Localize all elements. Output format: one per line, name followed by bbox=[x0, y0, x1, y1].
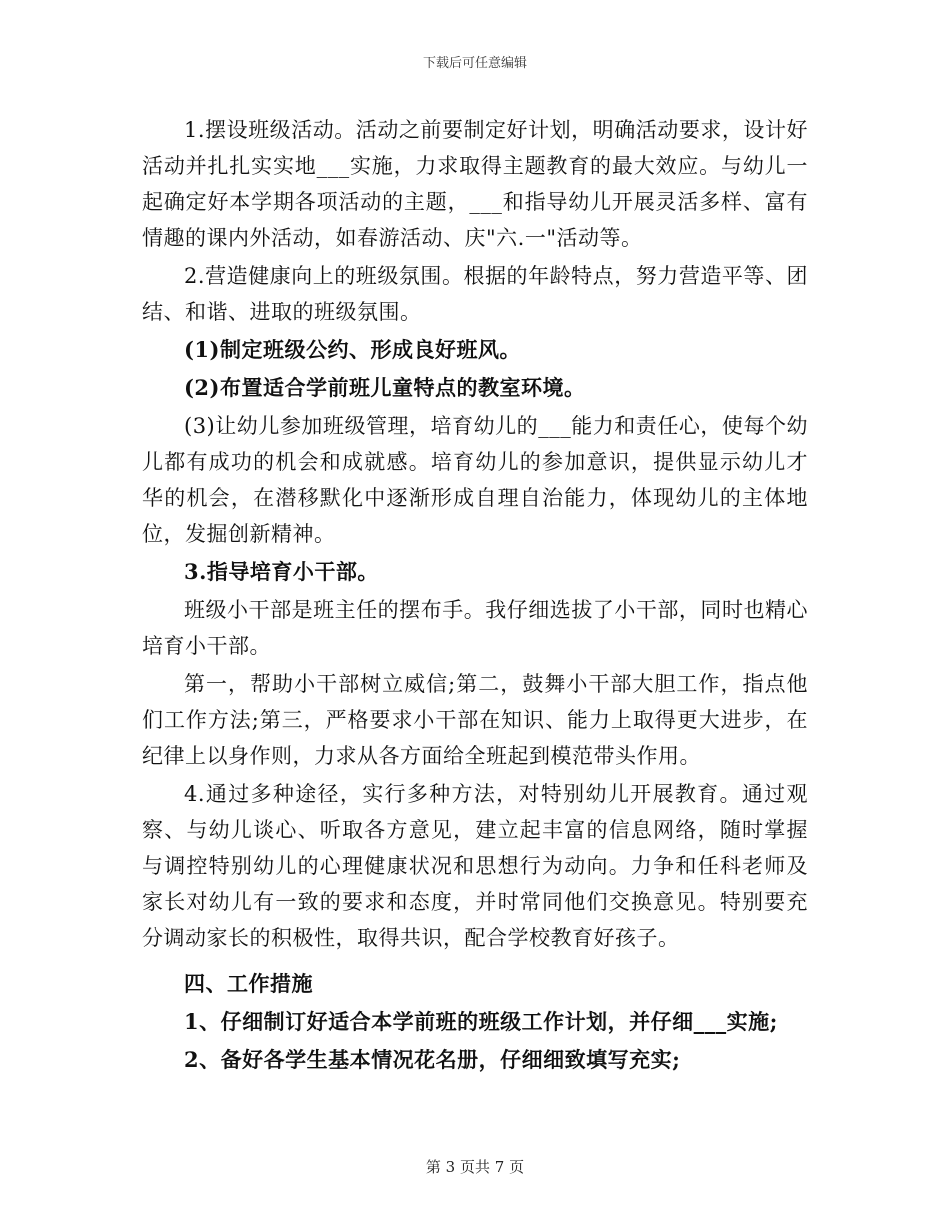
paragraph-class-atmosphere: 2.营造健康向上的班级氛围。根据的年龄特点，努力营造平等、团结、和谐、进取的班级氛围。 bbox=[142, 264, 808, 324]
subitem-class-rules: (1)制定班级公约、形成良好班风。 bbox=[184, 337, 521, 362]
paragraph-cadres-steps: 第一，帮助小干部树立威信;第二，鼓舞小干部大胆工作，指点他们工作方法;第三，严格要求小干部在知识、能力上取得更大进步，在纪律上以身作则，力求从各方面给全班起到模范带头作用。 bbox=[142, 672, 808, 768]
heading-train-cadres: 3.指导培育小干部。 bbox=[184, 559, 379, 584]
measure-item-1: 1、仔细制订好适合本学前班的班级工作计划，并仔细___实施; bbox=[184, 1009, 778, 1034]
paragraph-class-activities: 1.摆设班级活动。活动之前要制定好计划，明确活动要求，设计好活动并扎扎实实地___实施，力求取得主题教育的最大效应。与幼儿一起确定好本学期各项活动的主题，___和指导幼儿开展灵活多样、富有情趣的课内外活动，如春游活动、庆"六.一"活动等。 bbox=[142, 118, 808, 250]
paragraph-cadres-intro: 班级小干部是班主任的摆布手。我仔细选拔了小干部，同时也精心培育小干部。 bbox=[142, 598, 808, 658]
page-footer: 第 3 页共 7 页 bbox=[425, 1158, 525, 1176]
page-header: 下载后可任意编辑 bbox=[422, 56, 527, 71]
subitem-class-management: (3)让幼儿参加班级管理，培育幼儿的___能力和责任心，使每个幼儿都有成功的机会和成就感。培育幼儿的参加意识，提供显示幼儿才华的机会，在潜移默化中逐渐形成自理自治能力，体现幼儿的主体地位，发掘创新精神。 bbox=[142, 414, 808, 546]
document-body bbox=[142, 112, 808, 1078]
subitem-classroom-environment: (2)布置适合学前班儿童特点的教室环境。 bbox=[184, 375, 586, 400]
paragraph-special-children: 4.通过多种途径，实行多种方法，对特别幼儿开展教育。通过观察、与幼儿谈心、听取各方意见，建立起丰富的信息网络，随时掌握与调控特别幼儿的心理健康状况和思想行为动向。力争和任科老师及家长对幼儿有一致的要求和态度，并时常同他们交换意见。特别要充分调动家长的积极性，取得共识，配合学校教育好孩子。 bbox=[142, 782, 808, 950]
section-heading-work-measures: 四、工作措施 bbox=[184, 971, 313, 996]
measure-item-2: 2、备好各学生基本情况花名册，仔细细致填写充实; bbox=[184, 1047, 681, 1072]
